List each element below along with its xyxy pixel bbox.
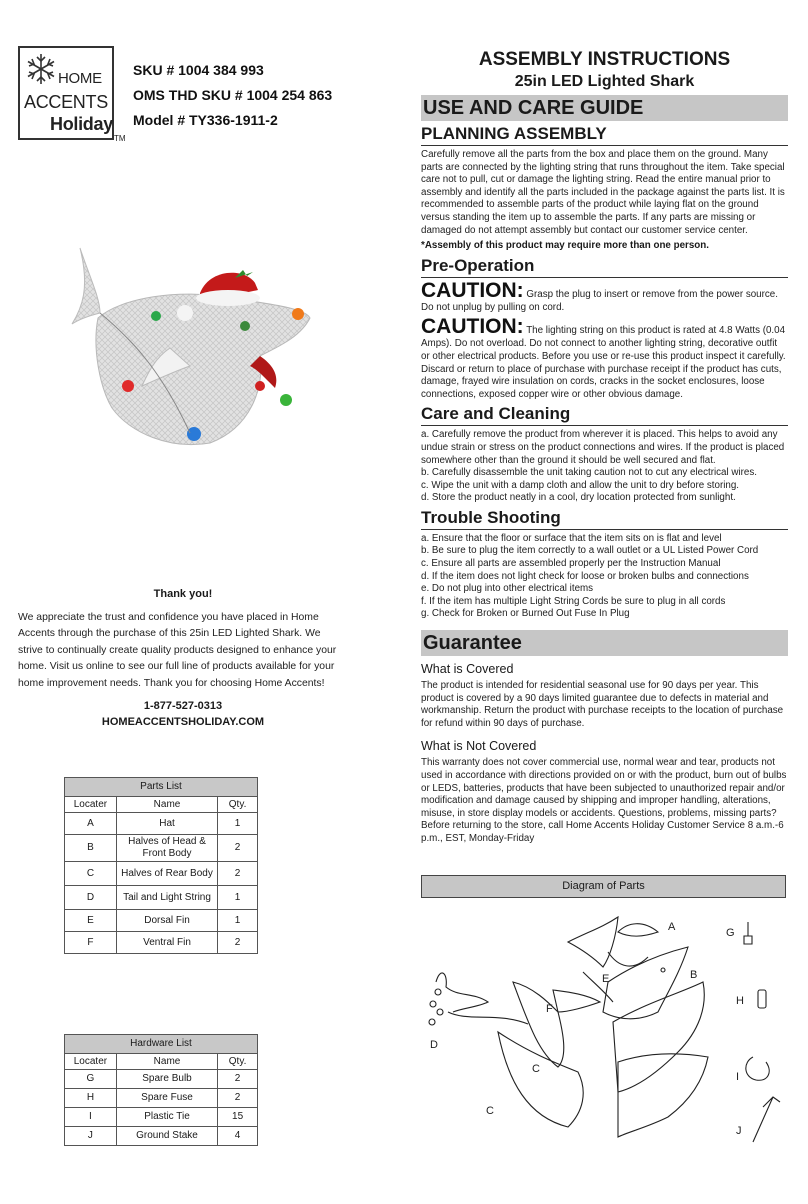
phone-number: 1-877-527-0313	[143, 700, 223, 712]
hardware-list-table	[64, 1034, 258, 1146]
list-item: d. If the item does not light check for loose or broken bulbs and connections	[421, 570, 749, 582]
label-a: A	[668, 921, 676, 933]
table-row	[65, 1089, 258, 1108]
label-b: B	[690, 969, 698, 981]
trouble-list	[421, 533, 788, 621]
table-cell: 2	[218, 835, 258, 862]
table-cell: 2	[218, 932, 258, 954]
table-cell: D	[65, 886, 117, 910]
model-number: Model # TY336-1911-2	[133, 112, 278, 128]
table-cell: J	[65, 1127, 117, 1146]
caution-2	[421, 315, 788, 401]
table-cell: Hat	[116, 813, 217, 835]
column-header: Locater	[65, 1054, 117, 1070]
instructions-column	[421, 48, 788, 846]
table-cell: Halves of Rear Body	[116, 862, 217, 886]
label-h: H	[736, 995, 744, 1007]
table-cell: 1	[218, 813, 258, 835]
thank-you-title: Thank you!	[153, 588, 213, 600]
table-cell: Ground Stake	[116, 1127, 217, 1146]
table-cell: 2	[218, 1089, 258, 1108]
table-cell: 4	[218, 1127, 258, 1146]
planning-note: *Assembly of this product may require more than one person.	[421, 240, 709, 252]
trouble-heading: Trouble Shooting	[421, 507, 788, 530]
label-e: E	[602, 973, 610, 985]
label-c-upper: C	[532, 1063, 540, 1075]
table-cell: G	[65, 1070, 117, 1089]
diagram-title: Diagram of Parts	[421, 875, 786, 898]
table-cell: Dorsal Fin	[116, 910, 217, 932]
table-cell: C	[65, 862, 117, 886]
table-row	[65, 862, 258, 886]
list-item: f. If the item has multiple Light String Cords be sure to plug in all cords	[421, 595, 726, 607]
table-cell: 2	[218, 862, 258, 886]
table-cell: A	[65, 813, 117, 835]
table-cell: Plastic Tie	[116, 1108, 217, 1127]
product-subtitle: 25in LED Lighted Shark	[514, 73, 695, 90]
table-cell: Tail and Light String	[116, 886, 217, 910]
table-row	[65, 1070, 258, 1089]
table-cell: Spare Fuse	[116, 1089, 217, 1108]
planning-body: Carefully remove all the parts from the box and place them on the ground. Many parts are connected by the lighting string that runs throughout the item. Take special care not to pull, cut or damage the lighting string. Read the entire manual prior to assembly and identify all the parts included in the package against the parts list. It is recommended to assemble parts of the product while laying flat on the ground versus standing the item up to assemble the parts. If any parts are missing or damaged do not attempt assembly but contact our customer service center.	[421, 149, 785, 236]
list-item: a. Carefully remove the product from wherever it is placed. This helps to avoid any undue strain or stress on the product connections and wires. If the product is placed somewhere other than the ground it should be well secured and flat.	[421, 429, 785, 466]
label-j: J	[736, 1125, 742, 1137]
care-list	[421, 429, 788, 505]
column-header: Qty.	[218, 797, 258, 813]
table-row	[65, 932, 258, 954]
table-row	[65, 835, 258, 862]
logo-line-holiday: Holiday	[50, 114, 113, 134]
planning-heading: PLANNING ASSEMBLY	[421, 123, 788, 146]
use-care-heading: USE AND CARE GUIDE	[421, 95, 788, 121]
column-header: Name	[116, 797, 217, 813]
sku-block	[133, 58, 332, 133]
parts-diagram	[418, 912, 790, 1162]
table-cell: Ventral Fin	[116, 932, 217, 954]
table-cell: B	[65, 835, 117, 862]
list-item: b. Be sure to plug the item correctly to a wall outlet or a UL Listed Power Cord	[421, 545, 759, 557]
list-item: d. Store the product neatly in a cool, dry location protected from sunlight.	[421, 492, 736, 504]
table-cell: 1	[218, 886, 258, 910]
care-heading: Care and Cleaning	[421, 403, 788, 426]
label-d: D	[430, 1039, 438, 1051]
guarantee-heading: Guarantee	[421, 630, 788, 656]
website: HOMEACCENTSHOLIDAY.COM	[101, 716, 265, 728]
list-item: c. Wipe the unit with a damp cloth and allow the unit to dry before storing.	[421, 479, 740, 491]
not-covered-body: This warranty does not cover commercial use, normal wear and tear, products not used in accordance with directions provided on or with the product, burn out of bulbs or LEDS, batteries, products that have been subjected to unauthorized repair and/or modification and damage caused by shipping and improper handling, alterations, misuse, in store display models or accidents. Questions, problems, missing parts? Before returning to the store, call Home Accents Holiday Customer Service 8 a.m.-6 p.m., EST, Monday-Friday	[421, 757, 787, 844]
table-cell: Halves of Head & Front Body	[116, 835, 217, 862]
parts-list-table	[64, 777, 258, 954]
thank-you-body: We appreciate the trust and confidence you have placed in Home Accents through the purchase of this 25in LED Lighted Shark. We strive to continually create quality products designed to enhance your home. Visit us online to see our full line of products available for your home improvement needs. Thank you for choosing Home Accents!	[18, 612, 337, 689]
sku-number: SKU # 1004 384 993	[133, 62, 264, 78]
product-photo	[60, 238, 320, 450]
list-item: c. Ensure all parts are assembled properly per the Instruction Manual	[421, 558, 721, 570]
caution-1-text: Grasp the plug to insert or remove from the power source. Do not unplug by pulling on cord.	[421, 288, 778, 313]
table-row	[65, 910, 258, 932]
hardware-list-title: Hardware List	[65, 1035, 258, 1054]
label-c-lower: C	[486, 1105, 494, 1117]
covered-body: The product is intended for residential seasonal use for 90 days per year. This product is covered by a 90 days limited guarantee due to defects in material and workmanship. Return the product with purchase receipts to the location of purchase for refund within 90 days of purchase.	[421, 680, 784, 729]
logo-line-accents: ACCENTS	[24, 92, 108, 112]
label-f: F	[546, 1003, 553, 1015]
caution-2-text: The lighting string on this product is rated at 4.8 Watts (0.04 Amps). Do not overload. Do not connect to another lighting string, decorative outfit or other electrical products. Before you use or re-use this product inspect it carefully. Discard or return to place of purchase with purchase receipt if the product has cuts, damage, frayed wire insulation on cords, cracks in the socket enclosures, loose connections, exposed copper wire or other obvious damage.	[421, 325, 786, 400]
table-cell: 15	[218, 1108, 258, 1127]
table-row	[65, 1127, 258, 1146]
oms-sku-number: OMS THD SKU # 1004 254 863	[133, 87, 333, 103]
snowflake-icon	[24, 52, 58, 86]
table-cell: H	[65, 1089, 117, 1108]
brand-logo	[18, 46, 114, 140]
page-title: ASSEMBLY INSTRUCTIONS	[478, 49, 731, 70]
caution-label: CAUTION:	[421, 315, 524, 339]
caution-1	[421, 279, 788, 315]
column-header: Locater	[65, 797, 117, 813]
table-row	[65, 813, 258, 835]
label-g: G	[726, 927, 735, 939]
logo-line-home: HOME	[58, 70, 102, 87]
table-row	[65, 1108, 258, 1127]
label-i: I	[736, 1071, 740, 1083]
table-cell: 2	[218, 1070, 258, 1089]
table-cell: I	[65, 1108, 117, 1127]
table-cell: Spare Bulb	[116, 1070, 217, 1089]
table-cell: E	[65, 910, 117, 932]
list-item: g. Check for Broken or Burned Out Fuse In Plug	[421, 608, 630, 620]
column-header: Qty.	[218, 1054, 258, 1070]
column-header: Name	[116, 1054, 217, 1070]
trademark: TM	[114, 134, 126, 143]
table-cell: F	[65, 932, 117, 954]
covered-heading: What is Covered	[421, 662, 514, 677]
caution-label: CAUTION:	[421, 278, 524, 302]
list-item: e. Do not plug into other electrical items	[421, 583, 594, 595]
table-row	[65, 886, 258, 910]
list-item: a. Ensure that the floor or surface that the item sits on is flat and level	[421, 532, 722, 544]
parts-list-title: Parts List	[65, 778, 258, 797]
thank-you-section	[18, 588, 348, 692]
contact-block	[18, 698, 348, 730]
pre-operation-heading: Pre-Operation	[421, 255, 788, 278]
not-covered-heading: What is Not Covered	[421, 739, 537, 754]
table-cell: 1	[218, 910, 258, 932]
list-item: b. Carefully disassemble the unit taking caution not to cut any electrical wires.	[421, 467, 757, 479]
